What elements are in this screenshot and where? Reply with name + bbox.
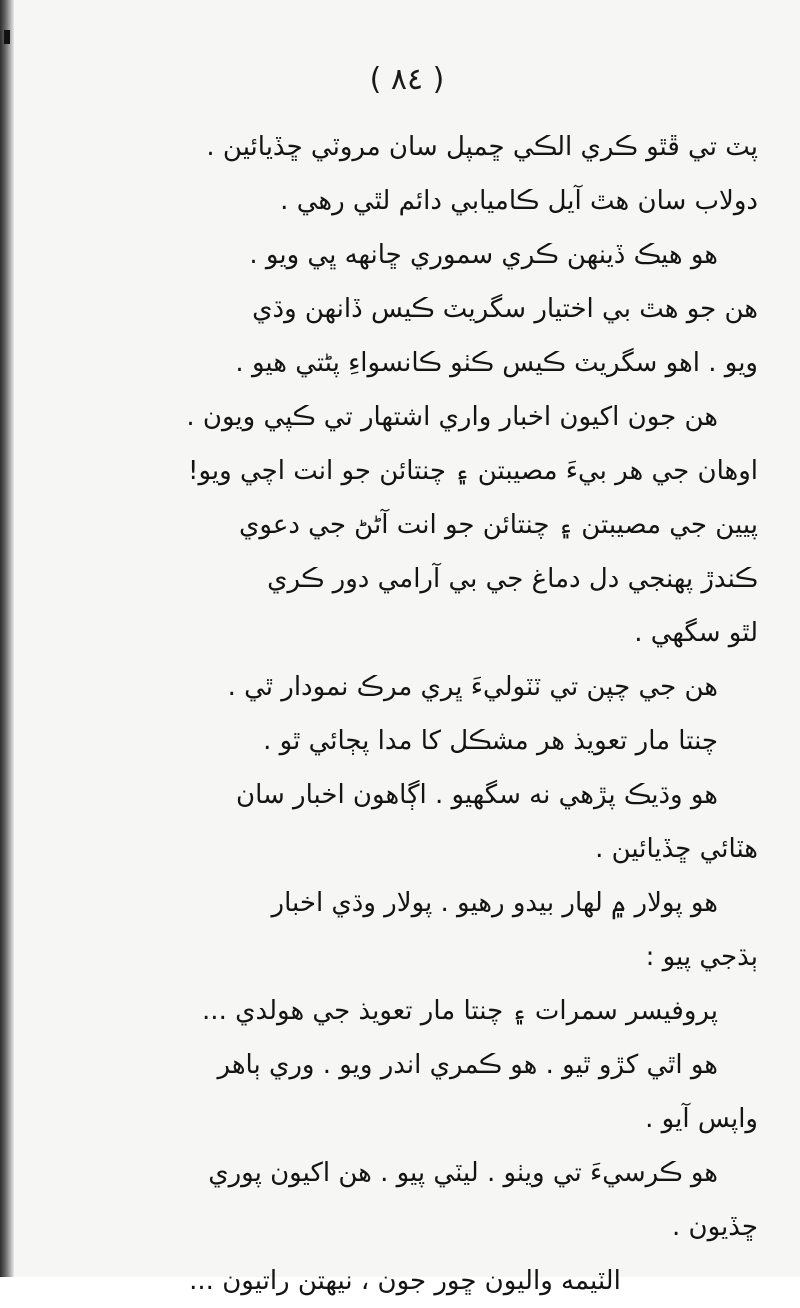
text-line: هو وڌيڪ پڙهي نه سگهيو . اڳاهون اخبار سان [235,780,718,810]
text-line: پروفيسر سمرات ۽ چنتا مار تعويذ جي هولدي ... [202,996,718,1026]
text-line: پٽ تي ڦٿو ڪري الڪي ڇمپل سان مروٽي ڇڏيائين . [206,132,758,162]
text-line: اوهان جي هر بيءَ مصيبتن ۽ چنتائن جو انت اچي ويو! [188,456,758,486]
text-line: هو پولار ۾ لهار بيدو رهيو . پولار وڌي اخبار [271,888,718,918]
page-number: ( ٨٤ ) [369,62,445,97]
text-line: ويو . اهو سگريٽ ڪيس ڪٺو ڪانسواءِ پڻتي هيو . [235,348,758,378]
book-spine [0,0,14,1277]
text-line: الٽيمه واليون ڇور جون ، نيهتن راتيون ... [189,1266,621,1296]
spine-mark [4,30,10,44]
text-line: ٻڌجي پيو : [645,942,758,972]
text-line: هٽائي ڇڏيائين . [595,834,758,864]
text-line: ڪندڙ پهنجي دل دماغ جي بي آرامي دور ڪري [267,564,758,594]
text-line: دولاب سان هٿ آيل ڪاميابي دائم لٿي رهي . [280,186,758,216]
text-line: هو اٿي کڙو ٿيو . هو ڪمري اندر ويو . وري ٻاهر [217,1050,718,1080]
text-line: لٿو سگهي . [634,618,758,648]
text-line: هن جي چپن تي ٽٽوليءَ ڀري مرڪ نمودار ٿي . [227,672,718,702]
text-line: هن جون اکيون اخبار واري اشتهار تي ڪپي ويون . [186,402,718,432]
text-line: هو ڪرسيءَ تي ويٺو . ليٽي پيو . هن اکيون پوري [208,1158,718,1188]
text-line: هو هيڪ ڏينهن ڪري سموري ڇانهه ڀي ويو . [249,240,718,270]
page-body [52,120,758,1308]
text-line: واپس آيو . [645,1104,758,1134]
page-paper [14,0,800,1296]
text-line: پيين جي مصيبتن ۽ چنتائن جو انت آڻڻ جي دعوي [239,510,758,540]
text-line: ڇڏيون . [671,1212,758,1242]
text-line: چنتا مار تعويذ هر مشڪل کا مدا پڄائي ٿو . [263,726,718,756]
text-line: هن جو هٿ بي اختيار سگريٽ ڪيس ڏانهن وڌي [252,294,758,324]
